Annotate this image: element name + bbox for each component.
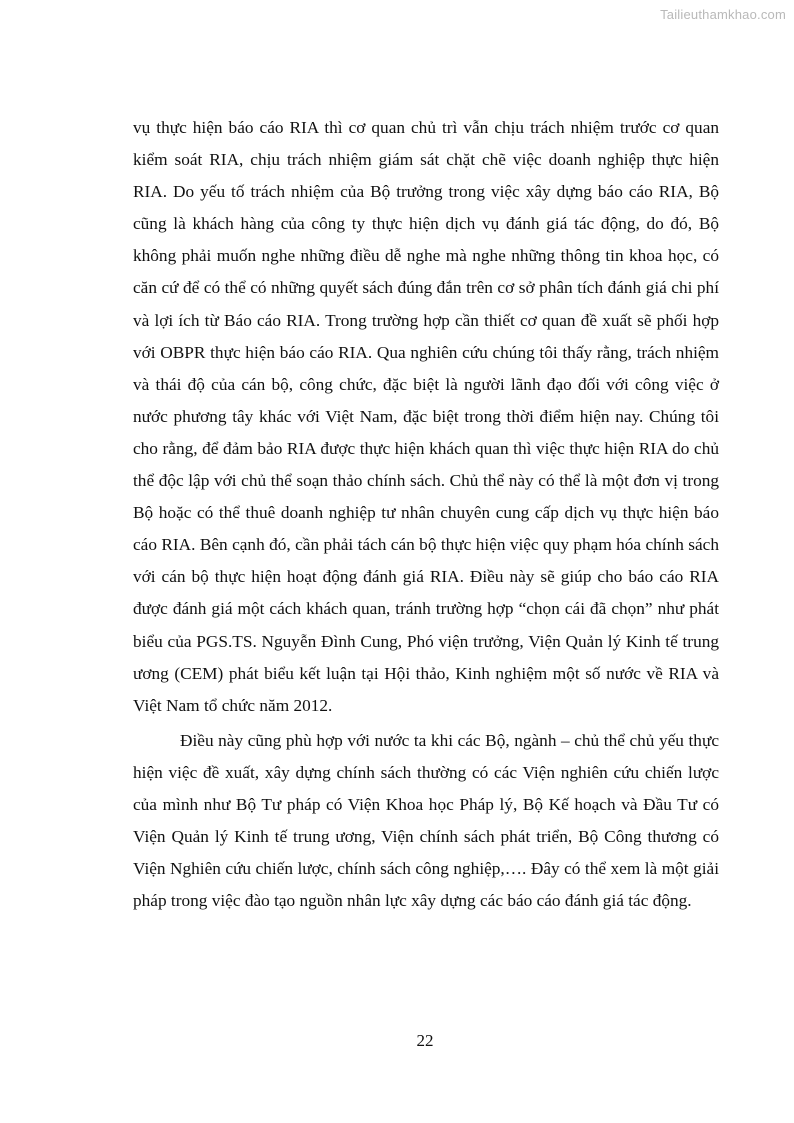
document-body [133, 112, 719, 917]
page-number: 22 [416, 1031, 434, 1050]
paragraph-research-institutes: Điều này cũng phù hợp với nước ta khi các Bộ, ngành – chủ thể chủ yếu thực hiện việc đề xuất, xây dựng chính sách thường có các Viện nghiên cứu chiến lược của mình như Bộ Tư pháp có Viện Khoa học Pháp lý, Bộ Kế hoạch và Đầu Tư có Viện Quản lý Kinh tế trung ương, Viện chính sách phát triển, Bộ Công thương có Viện Nghiên cứu chiến lược, chính sách công nghiệp,…. Đây có thể xem là một giải pháp trong việc đào tạo nguồn nhân lực xây dựng các báo cáo đánh giá tác động. [133, 730, 719, 911]
paragraph-ria-responsibility: vụ thực hiện báo cáo RIA thì cơ quan chủ trì vẫn chịu trách nhiệm trước cơ quan kiểm soát RIA, chịu trách nhiệm giám sát chặt chẽ việc doanh nghiệp thực hiện RIA. Do yếu tố trách nhiệm của Bộ trưởng trong việc xây dựng báo cáo RIA, Bộ cũng là khách hàng của công ty thực hiện dịch vụ đánh giá tác động, do đó, Bộ không phải muốn nghe những điều dễ nghe mà nghe những thông tin khoa học, có căn cứ để có thể có những quyết sách đúng đắn trên cơ sở phân tích đánh giá chi phí và lợi ích từ Báo cáo RIA. Trong trường hợp cần thiết cơ quan đề xuất sẽ phối hợp với OBPR thực hiện báo cáo RIA. Qua nghiên cứu chúng tôi thấy rằng, trách nhiệm và thái độ của cán bộ, công chức, đặc biệt là người lãnh đạo đối với công việc ở nước phương tây khác với Việt Nam, đặc biệt trong thời điểm hiện nay. Chúng tôi cho rằng, để đảm bảo RIA được thực hiện khách quan thì việc thực hiện RIA do chủ thể độc lập với chủ thể soạn thảo chính sách. Chủ thể này có thể là một đơn vị trong Bộ hoặc có thể thuê doanh nghiệp tư nhân chuyên cung cấp dịch vụ thực hiện báo cáo RIA. Bên cạnh đó, cần phải tách cán bộ thực hiện việc quy phạm hóa chính sách với cán bộ thực hiện hoạt động đánh giá RIA. Điều này sẽ giúp cho báo cáo RIA được đánh giá một cách khách quan, tránh trường hợp “chọn cái đã chọn” như phát biểu của PGS.TS. Nguyễn Đình Cung, Phó viện trưởng, Viện Quản lý Kinh tế trung ương (CEM) phát biểu kết luận tại Hội thảo, Kinh nghiệm một số nước về RIA và Việt Nam tổ chức năm 2012. [133, 118, 719, 715]
watermark-text: Tailieuthamkhao.com [660, 7, 786, 22]
